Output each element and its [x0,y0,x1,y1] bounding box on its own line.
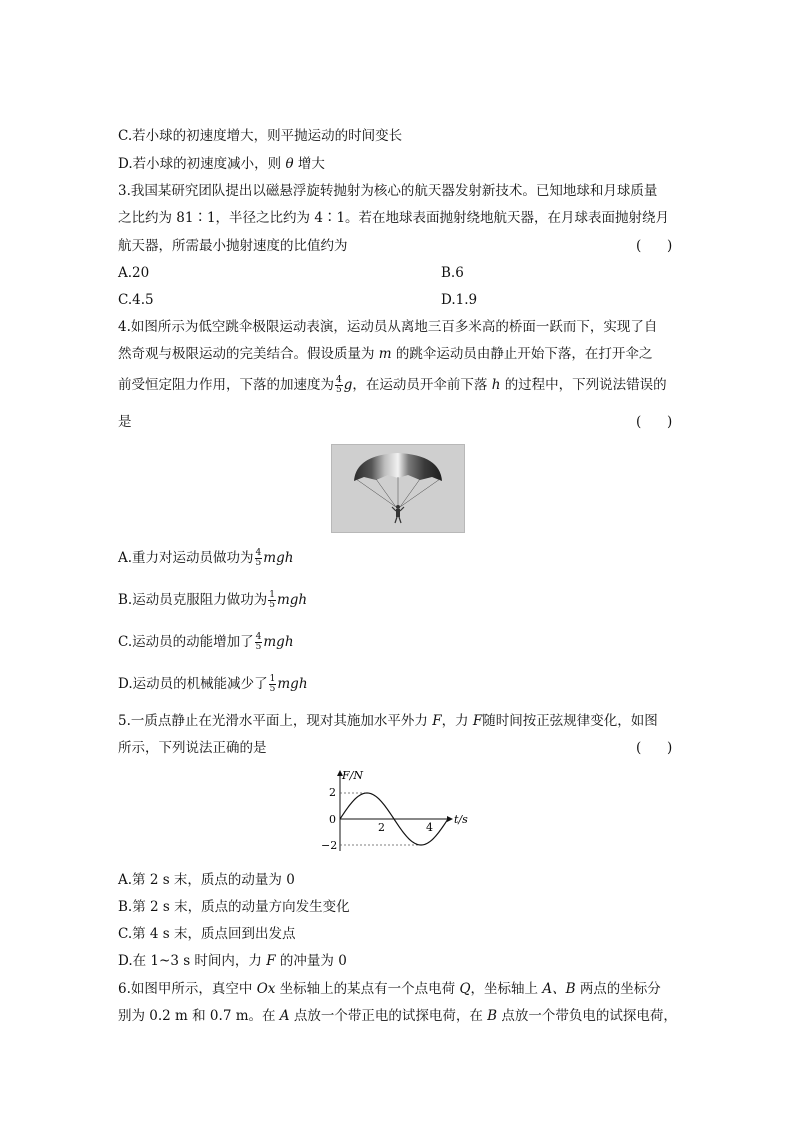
q6-stem-line-1: 6.如图甲所示，真空中 Ox 坐标轴上的某点有一个点电荷 Q，坐标轴上 A、B 两点的坐标分 [118,981,661,997]
q4-stem-line-1: 4.如图所示为低空跳伞极限运动表演，运动员从离地三百多米高的桥面一跃而下，实现了自 [118,319,658,335]
q4-option-c: C.运动员的动能增加了 $\frac{4}{5}$ mgh [118,632,294,652]
q3-stem-line-2: 之比约为 81∶1，半径之比约为 4∶1。若在地球表面抛射绕地航天器，在月球表面抛射绕月 [118,210,670,226]
q5-stem-line-2: 所示，下列说法正确的是 [118,740,267,756]
q3-stem-line-3: 航天器，所需最小抛射速度的比值约为 [118,238,348,254]
q3-option-b: B.6 [441,265,464,281]
q6-stem-line-2: 别为 0.2 m 和 0.7 m。在 A 点放一个带正电的试探电荷，在 B 点放一个带负电的试探电荷， [118,1008,677,1024]
x-tick-4: 4 [426,821,433,834]
q2-option-c: C.若小球的初速度增大，则平抛运动的时间变长 [118,128,403,144]
q3-option-d: D.1.9 [441,292,478,308]
q4-stem-line-2: 然奇观与极限运动的完美结合。假设质量为 m 的跳伞运动员由静止开始下落，在打开伞之 [118,346,653,362]
q3-stem-line-1: 3.我国某研究团队提出以磁悬浮旋转抛射为核心的航天器发射新技术。已知地球和月球质量 [118,183,658,199]
q5-option-c: C.第 4 s 末，质点回到出发点 [118,926,296,942]
q5-answer-blank: ( ) [636,740,673,756]
q4-answer-blank: ( ) [636,414,673,430]
q4-stem-line-4: 是 [118,414,132,430]
y-axis-label: F/N [342,769,363,782]
y-tick-0: 0 [329,813,336,826]
q4-stem-line-3: 前受恒定阻力作用，下落的加速度为 $\frac{4}{5}$ g，在运动员开伞前下落 h 的过程中，下列说法错误的 [118,375,667,395]
q2-option-d: D.若小球的初速度减小，则 θ 增大 [118,156,325,172]
force-time-chart [300,765,480,857]
q3-answer-blank: ( ) [636,238,673,254]
q3-option-c: C.4.5 [118,292,154,308]
q4-option-a: A.重力对运动员做功为 $\frac{4}{5}$ mgh [118,548,294,568]
fraction-4-5: $\frac{4}{5}$ [336,375,342,395]
q5-option-d: D.在 1~3 s 时间内，力 F 的冲量为 0 [118,953,347,969]
force-time-graph [300,765,480,857]
q3-option-a: A.20 [118,265,150,281]
y-tick-neg2: −2 [321,839,338,852]
q5-option-b: B.第 2 s 末，质点的动量方向发生变化 [118,899,350,915]
x-axis-label: t/s [454,813,468,826]
q4-option-b: B.运动员克服阻力做功为 $\frac{1}{5}$ mgh [118,590,308,610]
q4-option-d: D.运动员的机械能减少了 $\frac{1}{5}$ mgh [118,674,308,694]
parachutist-illustration [332,445,464,532]
parachute-photo [331,444,465,533]
q5-option-a: A.第 2 s 末，质点的动量为 0 [118,872,295,888]
y-tick-2: 2 [329,786,336,799]
x-tick-2: 2 [378,821,385,834]
q5-stem-line-1: 5.一质点静止在光滑水平面上，现对其施加水平外力 F，力 F随时间按正弦规律变化，如图 [118,713,658,729]
